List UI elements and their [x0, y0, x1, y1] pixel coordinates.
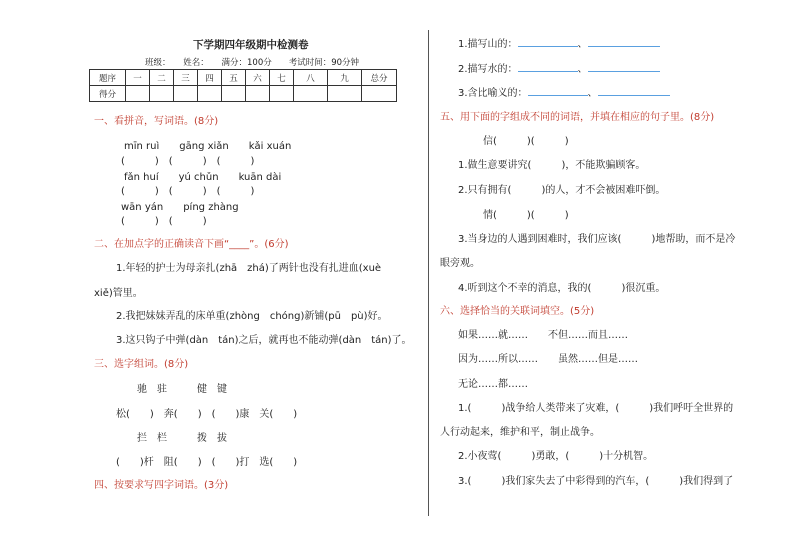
table-cell: 七 — [270, 70, 294, 86]
answer-blanks[interactable]: ( ) ( ) ( ) — [121, 156, 255, 167]
score-input-cell[interactable] — [270, 86, 294, 102]
question-text: 眼旁观。 — [440, 258, 480, 269]
score-input-cell[interactable] — [126, 86, 150, 102]
question-text: 2.只有拥有( )的人，才不会被困难吓倒。 — [458, 185, 666, 196]
q4-1-row — [458, 35, 660, 50]
section2-heading: 二、在加点字的正确读音下画“____”。(6分) — [94, 239, 289, 250]
score-table — [89, 69, 397, 102]
question-text: 3.当身边的人遇到困难时，我们应该( )地帮助，而不是冷 — [458, 234, 736, 245]
score-table-header-row — [90, 70, 397, 86]
question-text: 3.这只钩子中弹(dàn tán)之后，就再也不能动弹(dàn tán)了。 — [116, 335, 412, 346]
section5-heading: 五、用下面的字组成不同的词语，并填在相应的句子里。(8分) — [440, 112, 715, 123]
question-text: 4.听到这个不幸的消息，我的( )很沉重。 — [458, 283, 666, 294]
table-cell: 九 — [328, 70, 362, 86]
separator: 、 — [577, 39, 588, 50]
connective-options: 因为……所以…… 虽然……但是…… — [458, 354, 638, 365]
question-label: 3.含比喻义的： — [458, 88, 528, 99]
question-text: 2.小夜莺( )勇敢，( )十分机智。 — [458, 451, 654, 462]
question-text: xiě)管里。 — [94, 288, 143, 299]
separator: 、 — [587, 88, 598, 99]
score-table-score-row — [90, 86, 397, 102]
table-cell: 二 — [150, 70, 174, 86]
answer-blanks[interactable]: 松( ) 奔( ) ( )康 关( ) — [116, 409, 298, 420]
connective-options: 无论……都…… — [458, 379, 528, 390]
word-group[interactable]: 情( )( ) — [483, 210, 569, 221]
answer-line[interactable] — [598, 86, 670, 96]
score-input-cell[interactable] — [150, 86, 174, 102]
table-cell: 八 — [294, 70, 328, 86]
column-divider — [428, 30, 429, 516]
q4-2-row — [458, 60, 660, 75]
score-input-cell[interactable] — [174, 86, 198, 102]
separator: 、 — [577, 64, 588, 75]
question-label: 2.描写水的： — [458, 64, 518, 75]
score-input-cell[interactable] — [362, 86, 397, 102]
question-text: 1.做生意要讲究( )，不能欺骗顾客。 — [458, 160, 646, 171]
table-cell: 五 — [222, 70, 246, 86]
table-cell: 总分 — [362, 70, 397, 86]
character-pair: 拦 栏 拨 拔 — [137, 433, 227, 444]
table-cell: 得分 — [90, 86, 126, 102]
question-text: 3.( )我们家失去了中彩得到的汽车，( )我们得到了 — [458, 476, 734, 487]
score-input-cell[interactable] — [246, 86, 270, 102]
table-cell: 三 — [174, 70, 198, 86]
score-input-cell[interactable] — [222, 86, 246, 102]
answer-line[interactable] — [588, 62, 660, 72]
table-cell: 四 — [198, 70, 222, 86]
section1-heading: 一、看拼音，写词语。(8分) — [94, 116, 219, 127]
answer-blanks[interactable]: ( )杆 阻( ) ( )打 选( ) — [116, 457, 298, 468]
answer-line[interactable] — [518, 37, 578, 47]
score-input-cell[interactable] — [198, 86, 222, 102]
answer-line[interactable] — [528, 86, 588, 96]
answer-blanks[interactable]: ( ) ( ) — [121, 216, 207, 227]
page-title: 下学期四年级期中检测卷 — [193, 39, 309, 51]
section3-heading: 三、选字组词。(8分) — [94, 359, 189, 370]
section6-heading: 六、选择恰当的关联词填空。(5分) — [440, 306, 595, 317]
answer-line[interactable] — [518, 62, 578, 72]
character-pair: 驰 驻 健 键 — [137, 384, 227, 395]
table-cell: 题序 — [90, 70, 126, 86]
table-cell: 一 — [126, 70, 150, 86]
question-text: 2.我把妹妹弄乱的床单重(zhòng chóng)新铺(pū pù)好。 — [116, 311, 388, 322]
section4-heading: 四、按要求写四字词语。(3分) — [94, 480, 229, 491]
answer-blanks[interactable]: ( ) ( ) ( ) — [121, 186, 255, 197]
word-group[interactable]: 信( )( ) — [483, 136, 569, 147]
question-label: 1.描写山的： — [458, 39, 518, 50]
table-cell: 六 — [246, 70, 270, 86]
pinyin-row: fǎn huí yú chǔn kuān dài — [124, 172, 282, 183]
question-text: 1.( )战争给人类带来了灾难，( )我们呼吁全世界的 — [458, 403, 734, 414]
score-input-cell[interactable] — [328, 86, 362, 102]
score-input-cell[interactable] — [294, 86, 328, 102]
question-text: 1.年轻的护士为母亲扎(zhā zhá)了两针也没有扎进血(xuè — [116, 263, 382, 274]
q4-3-row — [458, 84, 670, 99]
question-text: 人行动起来，维护和平，制止战争。 — [440, 427, 600, 438]
answer-line[interactable] — [588, 37, 660, 47]
pinyin-row: wān yán píng zhàng — [121, 202, 239, 213]
pinyin-row: mīn ruì gāng xiǎn kǎi xuán — [124, 141, 292, 152]
connective-options: 如果……就…… 不但……而且…… — [458, 330, 628, 341]
exam-info: 班级： 姓名： 满分：100分 考试时间：90分钟 — [145, 58, 360, 68]
